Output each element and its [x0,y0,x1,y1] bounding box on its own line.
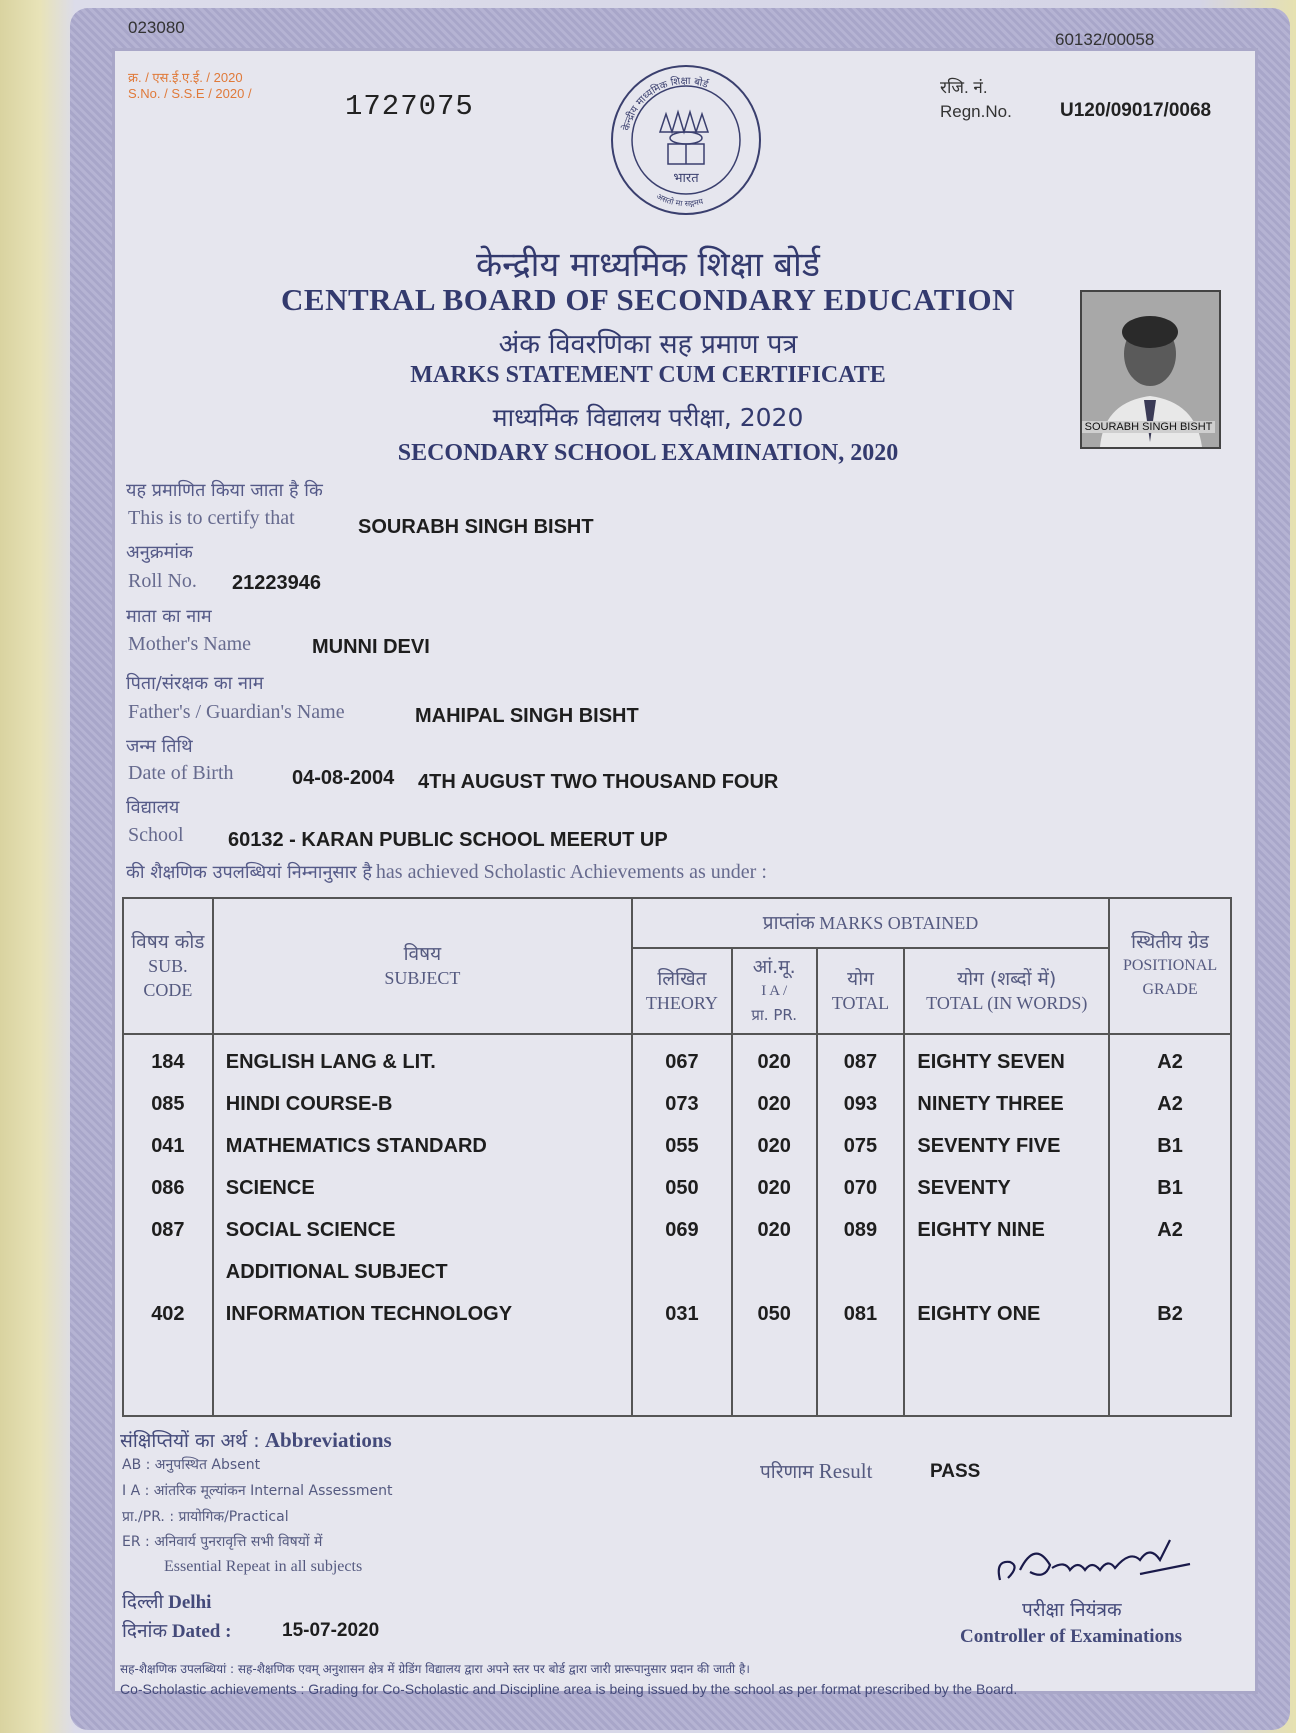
serial-top-left: 023080 [128,18,185,37]
certificate-number: 1727075 [345,90,474,123]
document-title-hindi: अंक विवरणिका सह प्रमाण पत्र [498,329,798,360]
column-sub-code [123,1034,213,1416]
cell-grade-4: A2 [1157,1219,1183,1241]
exam-title-english: SECONDARY SCHOOL EXAMINATION, 2020 [397,440,899,466]
cell-total-additional: 081 [843,1303,878,1325]
date-of-birth: 04-08-2004 [292,767,395,789]
serial-number-label [128,70,252,102]
header-pr: प्रा. PR. [751,1006,798,1024]
abbr-essential-repeat-english: Essential Repeat in all subjects [164,1558,363,1575]
document-title-english: MARKS STATEMENT CUM CERTIFICATE [410,362,886,388]
header-ia-english: I A / [761,983,788,999]
dob-label-hindi: जन्म तिथि [126,736,193,757]
cell-ia-3: 020 [757,1177,791,1199]
footer-note-hindi: सह-शैक्षणिक उपलब्धियां : सह-शैक्षणिक एवम् अनुशासन क्षेत्र में ग्रेडिंग विद्यालय द्वारा अपने स्तर पर बोर्ड द्वारा जारी प्रारूपानुसार प्रदान की जाती है। [120,1662,750,1676]
header-sub-code-en2: CODE [143,980,193,1000]
roll-label-english: Roll No. [128,570,197,592]
photo-caption [1082,421,1215,433]
header-subject [213,898,632,1034]
header-theory-english: THEORY [645,993,718,1013]
header-total [817,948,905,1034]
place-of-issue [122,1588,211,1614]
header-ia-hindi: आं.मू. [752,956,796,978]
column-ia [732,1034,817,1416]
cell-theory-2: 055 [665,1135,699,1157]
issue-date: 15-07-2020 [282,1620,380,1641]
father-name: MAHIPAL SINGH BISHT [415,705,639,727]
abbr-practical: प्रा./PR. : प्रायोगिक/Practical [122,1509,289,1525]
seal-top-text: केन्द्रीय माध्यमिक शिक्षा बोर्ड [621,75,710,132]
serial-label-english: S.No. / S.S.E / 2020 / [128,86,252,101]
cell-words-1: NINETY THREE [917,1093,1064,1115]
cell-theory-1: 073 [665,1093,699,1115]
registration-label-english: Regn.No. [940,102,1012,121]
footer-note-english: Co-Scholastic achievements : Grading for Co-Scholastic and Discipline area is being issued by the school as per format prescribed by the Board. [120,1681,1018,1697]
certify-label-hindi: यह प्रमाणित किया जाता है कि [126,480,323,501]
cell-total-2: 075 [843,1135,878,1157]
cell-subject-4: SOCIAL SCIENCE [225,1219,396,1241]
dob-label-english: Date of Birth [128,762,234,784]
father-label-english: Father's / Guardian's Name [128,701,345,723]
column-total [817,1034,905,1416]
registration-label [940,76,1012,124]
controller-signature [990,1530,1210,1600]
cell-words-0: EIGHTY SEVEN [917,1051,1065,1073]
serial-label-hindi: क्र. / एस.ई.ए.ई. / 2020 [128,70,243,85]
cell-subject-0: ENGLISH LANG & LIT. [225,1051,436,1073]
mother-name: MUNNI DEVI [312,636,430,658]
father-label-hindi: पिता/संरक्षक का नाम [126,673,264,694]
abbreviations-title-english: Abbreviations [264,1428,392,1452]
marks-table [122,897,1232,1417]
cell-words-additional: EIGHTY ONE [917,1303,1041,1325]
result-label-english: Result [818,1459,873,1483]
cell-theory-4: 069 [665,1219,699,1241]
result-label-hindi: परिणाम [760,1461,814,1483]
cell-theory-additional: 031 [665,1303,699,1325]
cell-theory-0: 067 [665,1051,699,1073]
cell-code-4: 087 [151,1219,185,1241]
cell-grade-3: B1 [1157,1177,1183,1199]
exam-title-hindi: माध्यमिक विद्यालय परीक्षा, 2020 [492,403,804,432]
achievements-intro-hindi: की शैक्षणिक उपलब्धियां निम्नानुसार है [126,862,372,883]
cell-subject-additional: INFORMATION TECHNOLOGY [225,1303,513,1325]
cell-ia-4: 020 [757,1219,791,1241]
header-grade-en2: GRADE [1142,981,1198,998]
lamp-icon [660,112,708,164]
header-theory [632,948,732,1034]
header-total-hindi: योग [847,968,874,990]
cell-ia-1: 020 [757,1093,791,1115]
registration-number: U120/09017/0068 [1060,100,1212,121]
cell-code-3: 086 [151,1177,185,1199]
additional-subject-label: ADDITIONAL SUBJECT [225,1261,448,1283]
registration-label-hindi: रजि. नं. [940,78,988,97]
place-english: Delhi [168,1592,212,1613]
cell-subject-2: MATHEMATICS STANDARD [225,1135,487,1157]
column-grade [1109,1034,1231,1416]
mother-label-hindi: माता का नाम [126,606,212,627]
column-theory [632,1034,732,1416]
cell-grade-2: B1 [1157,1135,1183,1157]
header-total-words [904,948,1109,1034]
header-words-english: TOTAL (IN WORDS) [926,993,1088,1013]
header-positional-grade [1109,898,1231,1034]
seal-motto: असतो मा सद्गमय [655,191,705,209]
cell-total-4: 089 [843,1219,878,1241]
cbse-seal-logo [608,62,764,218]
header-grade-en1: POSITIONAL [1122,957,1218,974]
header-marks-hindi: प्राप्तांक [762,912,815,934]
cell-total-3: 070 [843,1177,878,1199]
school-label-english: School [128,824,184,846]
cell-total-1: 093 [843,1093,878,1115]
controller-title-hindi: परीक्षा नियंत्रक [1022,1599,1122,1621]
column-total-words [904,1034,1109,1416]
mother-label-english: Mother's Name [128,633,252,655]
school-name: 60132 - KARAN PUBLIC SCHOOL MEERUT UP [228,829,668,851]
cell-code-1: 085 [151,1093,185,1115]
header-sub-code [123,898,213,1034]
achievements-intro [126,860,767,884]
svg-text:केन्द्रीय माध्यमिक शिक्षा बोर् [620,75,710,132]
school-label-hindi: विद्यालय [126,797,180,818]
controller-title-english: Controller of Examinations [960,1626,1183,1647]
header-subject-english: SUBJECT [384,968,461,988]
header-sub-code-en1: SUB. [148,956,188,976]
cell-ia-0: 020 [757,1051,791,1073]
achievements-intro-english: has achieved Scholastic Achievements as under : [375,861,767,883]
roll-number: 21223946 [232,572,321,594]
dated-label-english: Dated : [171,1621,232,1642]
header-words-hindi: योग (शब्दों में) [957,968,1057,990]
cell-words-2: SEVENTY FIVE [917,1135,1061,1157]
abbr-essential-repeat: ER : अनिवार्य पुनरावृत्ति सभी विषयों में [122,1534,323,1550]
cell-code-0: 184 [151,1051,185,1073]
header-grade-hindi: स्थितीय ग्रेड [1131,931,1209,953]
cell-code-2: 041 [151,1135,185,1157]
dated-label [122,1617,231,1643]
cell-subject-1: HINDI COURSE-B [225,1093,393,1115]
cell-grade-1: A2 [1157,1093,1183,1115]
cell-grade-0: A2 [1157,1051,1183,1073]
header-marks-obtained [632,898,1109,948]
abbreviations-title [120,1427,392,1453]
cell-words-4: EIGHTY NINE [917,1219,1045,1241]
cell-code-additional: 402 [151,1303,185,1325]
serial-top-right: 60132/00058 [1055,30,1155,49]
cell-words-3: SEVENTY [917,1177,1011,1199]
cell-grade-additional: B2 [1157,1303,1183,1325]
photo-caption-name: SOURABH SINGH BISHT [1084,421,1213,433]
cell-subject-3: SCIENCE [225,1177,315,1199]
header-marks-english: MARKS OBTAINED [819,913,979,933]
header-sub-code-hindi: विषय कोड [131,931,205,953]
date-of-birth-words: 4TH AUGUST TWO THOUSAND FOUR [418,771,779,793]
board-title-hindi: केन्द्रीय माध्यमिक शिक्षा बोर्ड [475,245,821,285]
abbr-internal-assessment: I A : आंतरिक मूल्यांकन Internal Assessment [122,1483,393,1499]
header-theory-hindi: लिखित [657,968,707,990]
student-name: SOURABH SINGH BISHT [358,516,594,538]
seal-bottom-text: भारत [673,171,699,186]
header-ia-pr [732,948,817,1034]
certify-label-english: This is to certify that [128,507,295,529]
roll-label-hindi: अनुक्रमांक [126,542,193,563]
board-title-english: CENTRAL BOARD OF SECONDARY EDUCATION [281,282,1015,317]
header-subject-hindi: विषय [403,943,442,965]
cell-total-0: 087 [843,1051,878,1073]
abbr-absent: AB : अनुपस्थित Absent [122,1457,261,1473]
abbreviations-title-hindi: संक्षिप्तियों का अर्थ : [120,1430,260,1452]
header-total-english: TOTAL [831,993,890,1013]
place-hindi: दिल्ली [122,1591,164,1613]
dated-label-hindi: दिनांक [122,1620,168,1642]
result-value: PASS [930,1461,981,1482]
column-subject [213,1034,632,1416]
cell-ia-additional: 050 [757,1303,791,1325]
result-label [760,1458,872,1484]
cell-theory-3: 050 [665,1177,699,1199]
cell-ia-2: 020 [757,1135,791,1157]
